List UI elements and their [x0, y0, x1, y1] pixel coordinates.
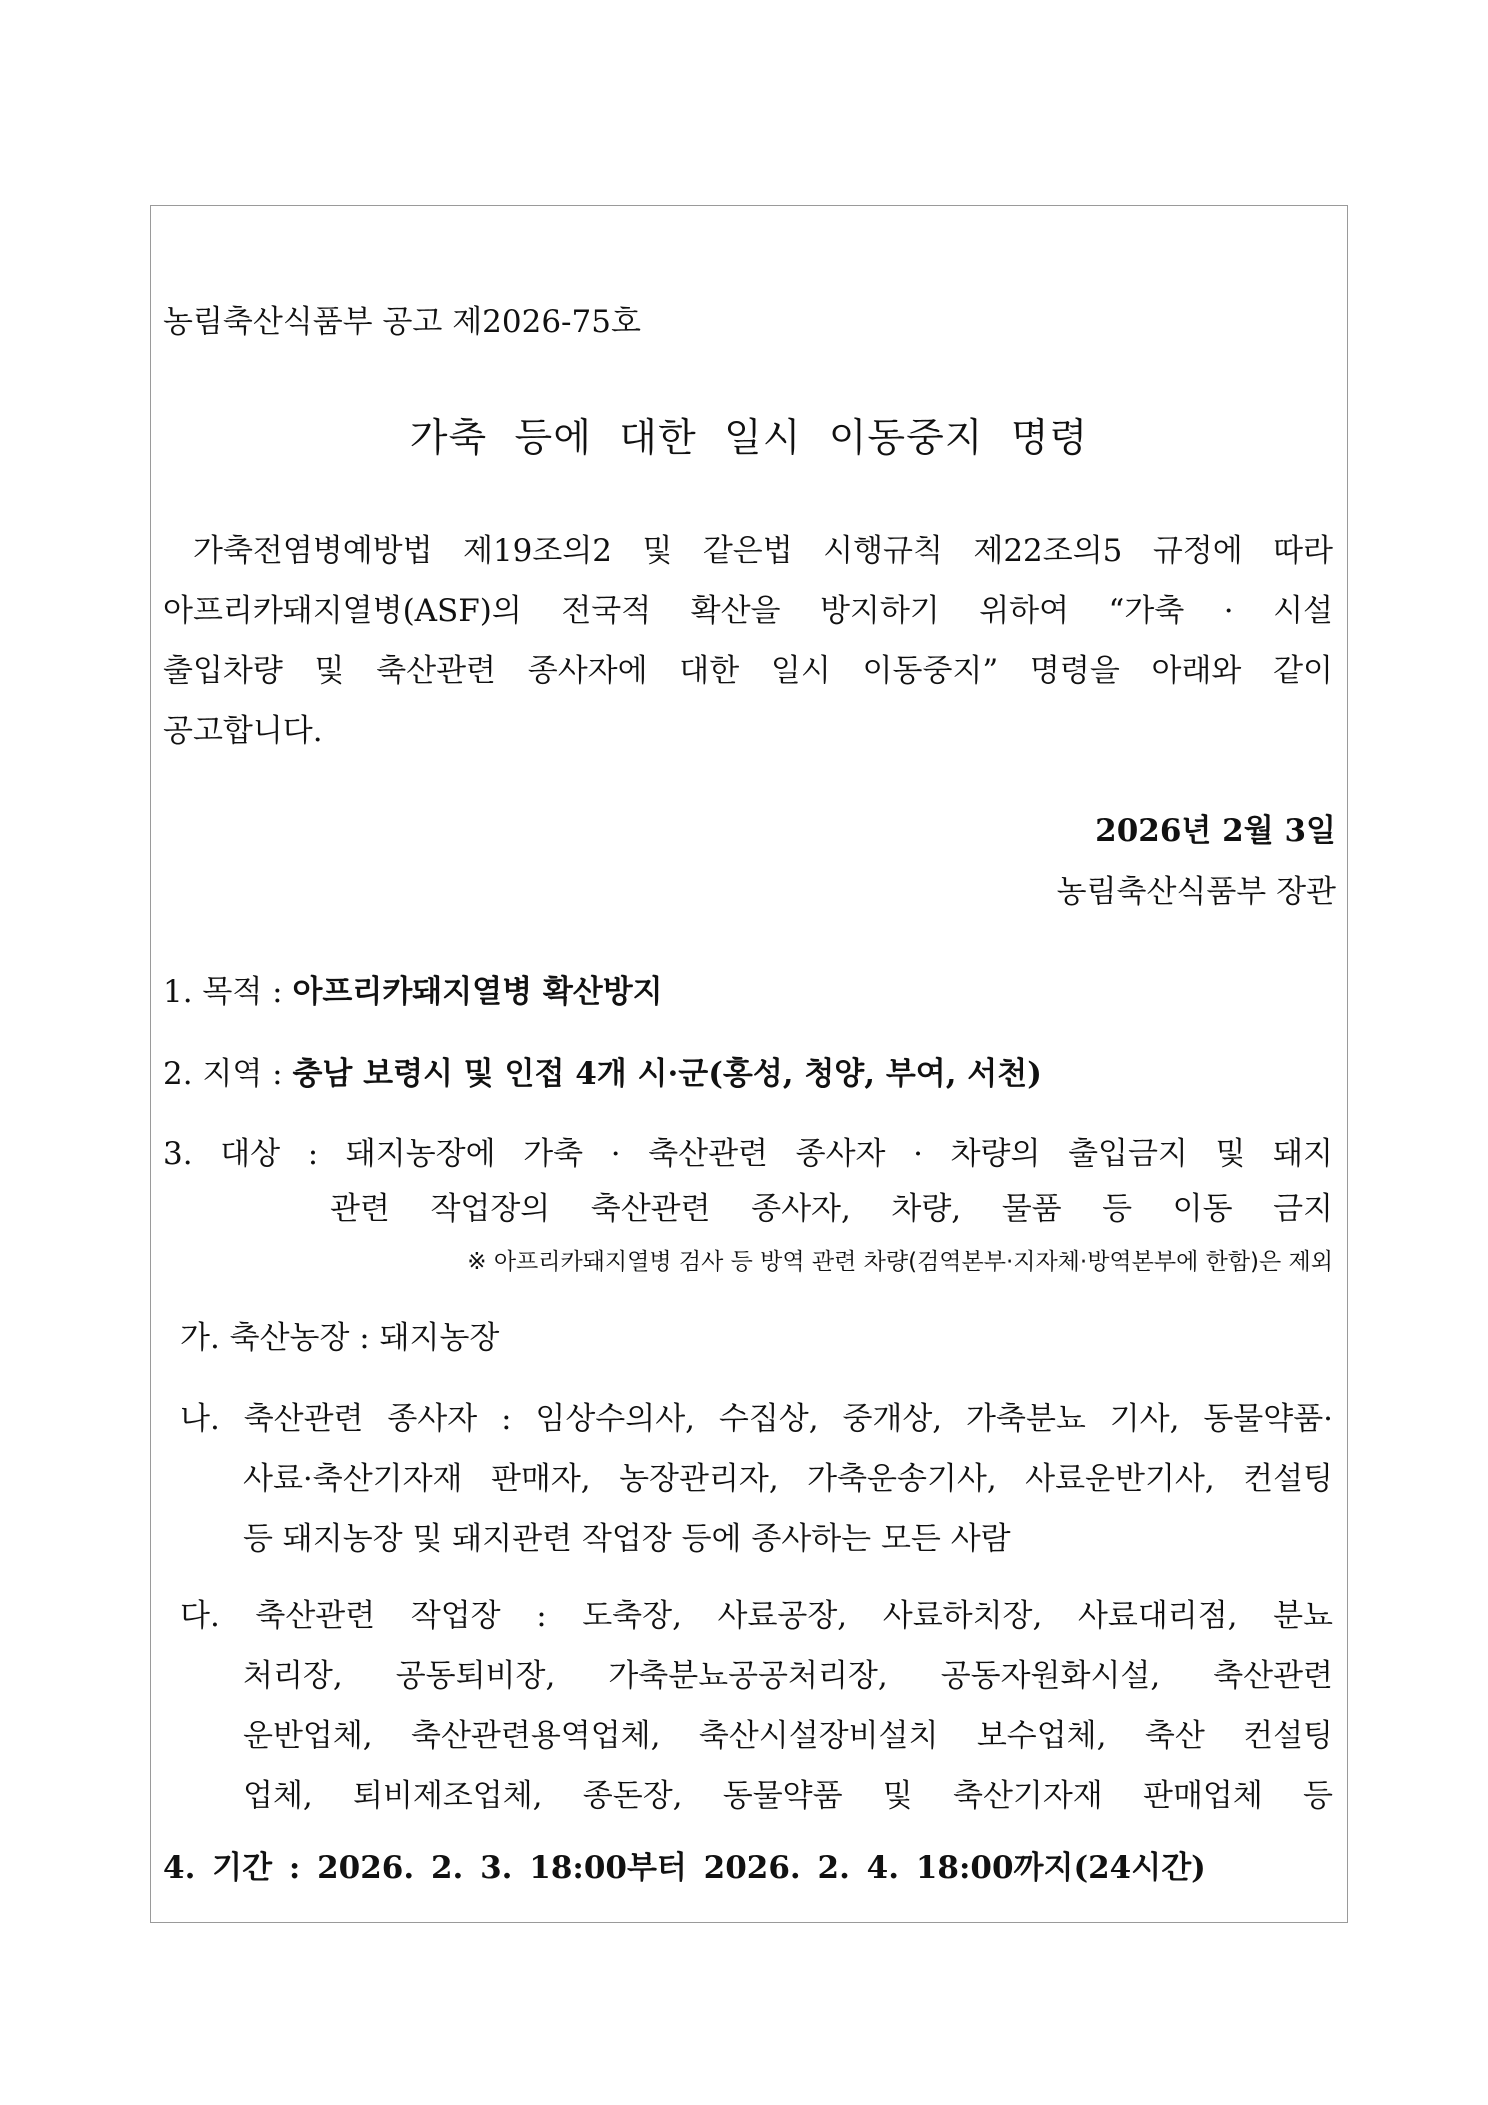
item-purpose-label: 1. 목적 :: [163, 974, 293, 1010]
intro-line-2: 아프리카돼지열병(ASF)의 전국적 확산을 방지하기 위하여 “가축 · 시설: [163, 593, 1333, 629]
notice-title: 가축 등에 대한 일시 이동중지 명령: [409, 416, 1089, 461]
intro-line-3: 출입차량 및 축산관련 종사자에 대한 일시 이동중지” 명령을 아래와 같이: [163, 653, 1333, 689]
sub-item-workers-line-2: 사료·축산기자재 판매자, 농장관리자, 가축운송기사, 사료운반기사, 컨설팅: [243, 1461, 1333, 1497]
intro-line-4: 공고합니다.: [163, 713, 323, 749]
intro-line-1: 가축전염병예방법 제19조의2 및 같은법 시행규칙 제22조의5 규정에 따라: [193, 533, 1333, 569]
item-purpose-value: 아프리카돼지열병 확산방지: [292, 974, 663, 1010]
item-target-line-2: 관련 작업장의 축산관련 종사자, 차량, 물품 등 이동 금지: [330, 1191, 1333, 1227]
sub-item-workers-line-1: 나. 축산관련 종사자 : 임상수의사, 수집상, 중개상, 가축분뇨 기사, 동물약품·: [180, 1401, 1333, 1437]
sub-item-worksites-line-2: 처리장, 공동퇴비장, 가축분뇨공공처리장, 공동자원화시설, 축산관련: [243, 1658, 1333, 1694]
notice-number: 농림축산식품부 공고 제2026-75호: [163, 304, 641, 340]
sub-item-worksites-line-4: 업체, 퇴비제조업체, 종돈장, 동물약품 및 축산기자재 판매업체 등: [243, 1778, 1333, 1814]
sub-item-workers-line-3: 등 돼지농장 및 돼지관련 작업장 등에 종사하는 모든 사람: [243, 1521, 1011, 1557]
sub-item-livestock-farm: 가. 축산농장 : 돼지농장: [180, 1320, 500, 1356]
item-target-line-1: 3. 대상 : 돼지농장에 가축 · 축산관련 종사자 · 차량의 출입금지 및 돼지: [163, 1136, 1333, 1172]
exception-note: ※ 아프리카돼지열병 검사 등 방역 관련 차량(검역본부·지자체·방역본부에 한함)은 제외: [467, 1249, 1333, 1275]
item-region-value: 충남 보령시 및 인접 4개 시·군(홍성, 청양, 부여, 서천): [292, 1056, 1042, 1092]
item-region-label: 2. 지역 :: [163, 1056, 293, 1092]
sub-item-worksites-line-1: 다. 축산관련 작업장 : 도축장, 사료공장, 사료하치장, 사료대리점, 분뇨: [180, 1598, 1333, 1634]
item-period: 4. 기간 : 2026. 2. 3. 18:00부터 2026. 2. 4. 18:00까지(24시간): [163, 1850, 1206, 1886]
item-region: [163, 1048, 1042, 1093]
item-purpose: [163, 966, 663, 1011]
notice-date: 2026년 2월 3일: [1095, 813, 1336, 849]
sub-item-worksites-line-3: 운반업체, 축산관련용역업체, 축산시설장비설치 보수업체, 축산 컨설팅: [243, 1718, 1333, 1754]
notice-signer: 농림축산식품부 장관: [1056, 874, 1336, 910]
